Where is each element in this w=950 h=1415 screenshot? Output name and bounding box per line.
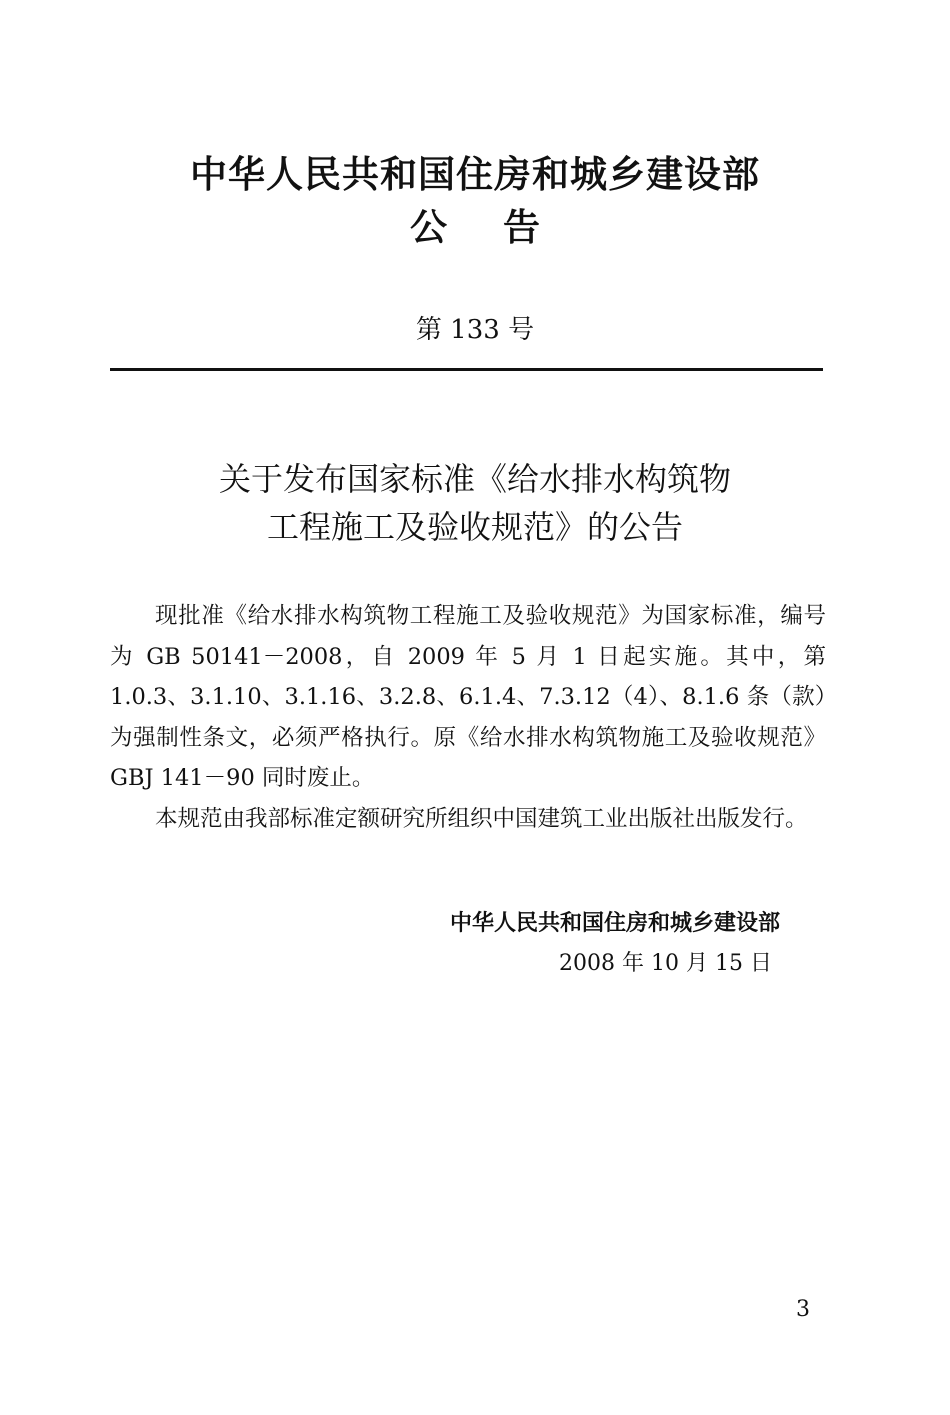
document-title-line-1: 关于发布国家标准《给水排水构筑物 (218, 460, 731, 498)
issuer-title: 中华人民共和国住房和城乡建设部 (190, 153, 760, 196)
header-divider (110, 368, 823, 371)
signature-issuer: 中华人民共和国住房和城乡建设部 (449, 911, 780, 936)
document-title (0, 455, 950, 551)
notice-heading-char-2: 告 (503, 206, 540, 249)
signature-date: 2008 年 10 月 15 日 (559, 951, 772, 976)
body-text (110, 596, 826, 839)
body-paragraph-2: 本规范由我部标准定额研究所组织中国建筑工业出版社出版发行。 (155, 805, 808, 832)
document-title-line-2: 工程施工及验收规范》的公告 (266, 508, 683, 546)
page-number: 3 (796, 1297, 810, 1322)
body-paragraph-1: 现批准《给水排水构筑物工程施工及验收规范》为国家标准，编号为 GB 50141－2008，自 2009 年 5 月 1 日起实施。其中，第 1.0.3、3.1.10、3.1.16、3.2.8、6.1.4、7.3.12（4）、8.1.6 条（款）为强制性条文，必须严格执行。原《给水排水构筑物施工及验收规范》GBJ 141－90 同时废止。 (110, 603, 826, 791)
notice-heading-char-1: 公 (410, 206, 447, 249)
notice-number: 第 133 号 (415, 315, 535, 345)
notice-heading (0, 203, 950, 253)
